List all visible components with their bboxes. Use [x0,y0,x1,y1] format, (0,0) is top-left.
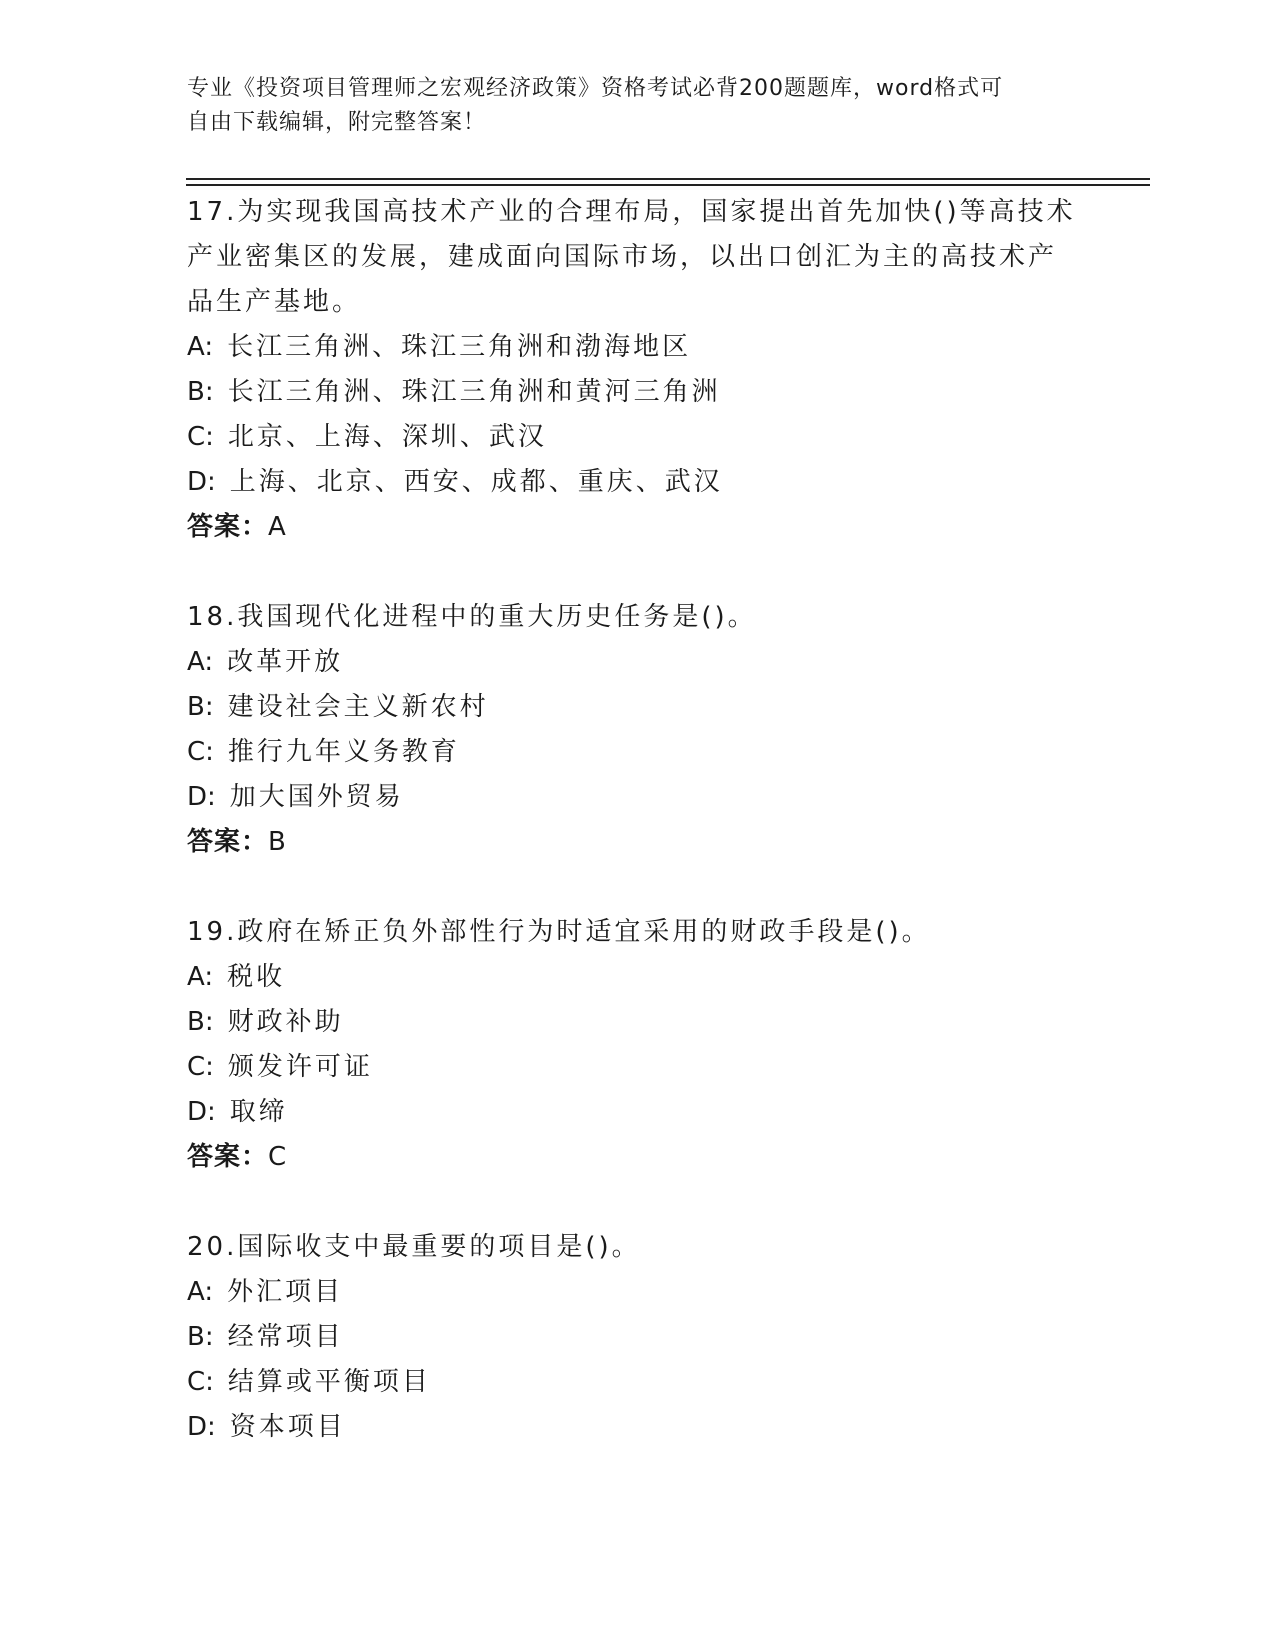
option-key: B: [187,1007,214,1037]
option-a [187,1270,1087,1315]
question-stem-line: 18.我国现代化进程中的重大历史任务是()。 [187,602,757,632]
option-d [187,1405,1087,1450]
option-text: 结算或平衡项目 [227,1367,431,1397]
question-stem [187,190,1087,325]
option-d [187,775,1087,820]
question-list [187,190,1087,1450]
option-d [187,460,1087,505]
option-c [187,415,1087,460]
question-spacer [187,1180,1087,1225]
option-text: 经常项目 [227,1322,344,1352]
option-text: 财政补助 [227,1007,344,1037]
question-17 [187,190,1087,550]
answer-value: B [268,827,287,857]
option-a [187,325,1087,370]
option-text: 税收 [227,962,286,992]
option-b [187,1315,1087,1360]
question-20 [187,1225,1087,1450]
option-key: A: [187,647,214,677]
answer-label: 答案： [187,827,269,857]
option-key: D: [187,467,216,497]
header-line-1: 专业《投资项目管理师之宏观经济政策》资格考试必背200题题库，word格式可 [187,76,1004,101]
option-a [187,640,1087,685]
header-line-2: 自由下载编辑，附完整答案！ [187,110,487,135]
option-key: C: [187,737,214,767]
option-b [187,685,1087,730]
option-text: 上海、北京、西安、成都、重庆、武汉 [229,467,723,497]
question-stem-line: 品生产基地。 [187,287,362,317]
option-text: 资本项目 [229,1412,346,1442]
option-text: 外汇项目 [227,1277,344,1307]
question-spacer [187,550,1087,595]
option-key: C: [187,422,214,452]
option-key: A: [187,962,214,992]
document-header [187,72,1087,140]
option-key: B: [187,1322,214,1352]
option-key: B: [187,377,214,407]
answer-label: 答案： [187,1142,269,1172]
option-text: 取缔 [229,1097,288,1127]
option-key: A: [187,332,214,362]
option-key: A: [187,1277,214,1307]
answer-value: A [268,512,287,542]
question-spacer [187,865,1087,910]
option-key: C: [187,1367,214,1397]
answer-label: 答案： [187,512,269,542]
answer-line [187,1135,1087,1180]
option-key: D: [187,1412,216,1442]
question-19 [187,910,1087,1180]
question-stem-line: 产业密集区的发展，建成面向国际市场，以出口创汇为主的高技术产 [187,242,1058,272]
option-key: B: [187,692,214,722]
question-stem-line: 20.国际收支中最重要的项目是()。 [187,1232,641,1262]
answer-line [187,505,1087,550]
question-stem [187,595,1087,640]
option-a [187,955,1087,1000]
question-stem [187,1225,1087,1270]
option-text: 长江三角洲、珠江三角洲和渤海地区 [227,332,692,362]
question-18 [187,595,1087,865]
option-key: C: [187,1052,214,1082]
question-stem-line: 19.政府在矫正负外部性行为时适宜采用的财政手段是()。 [187,917,931,947]
option-key: D: [187,1097,216,1127]
option-c [187,1045,1087,1090]
option-b [187,1000,1087,1045]
option-key: D: [187,782,216,812]
answer-line [187,820,1087,865]
question-stem [187,910,1087,955]
option-b [187,370,1087,415]
option-text: 北京、上海、深圳、武汉 [227,422,547,452]
header-divider-top [186,178,1150,180]
answer-value: C [268,1142,288,1172]
option-text: 推行九年义务教育 [227,737,460,767]
option-c [187,730,1087,775]
option-d [187,1090,1087,1135]
option-text: 建设社会主义新农村 [227,692,489,722]
question-stem-line: 17.为实现我国高技术产业的合理布局，国家提出首先加快()等高技术 [187,197,1076,227]
option-text: 长江三角洲、珠江三角洲和黄河三角洲 [227,377,721,407]
header-divider-bottom [186,184,1150,186]
option-text: 加大国外贸易 [229,782,404,812]
option-text: 改革开放 [227,647,344,677]
option-c [187,1360,1087,1405]
option-text: 颁发许可证 [227,1052,373,1082]
